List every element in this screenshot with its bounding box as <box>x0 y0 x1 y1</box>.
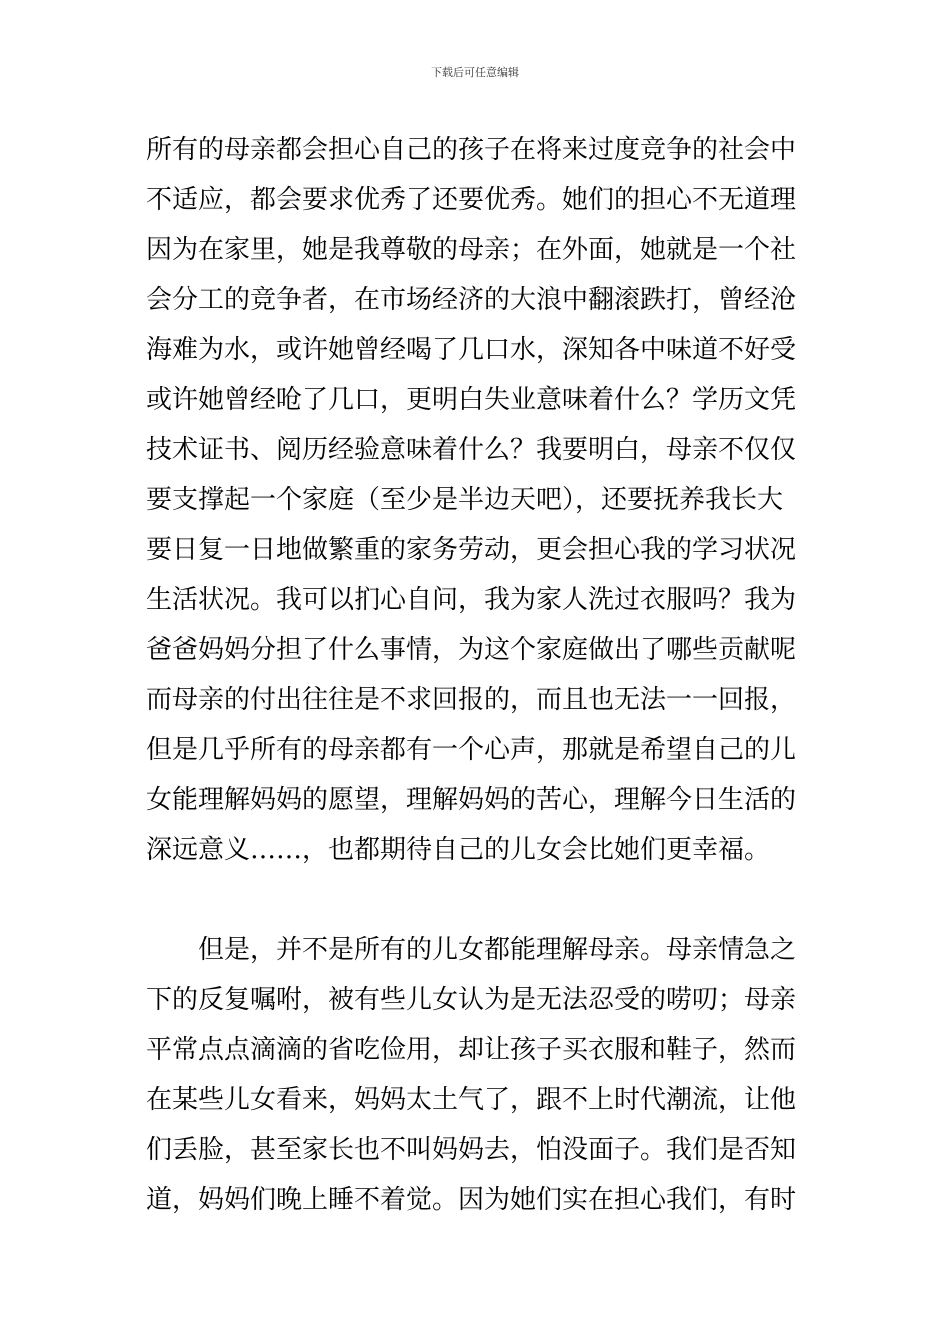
text-line: 但是，并不是所有的儿女都能理解母亲。母亲情急之 <box>146 935 797 965</box>
text-line: 或许她曾经呛了几口，更明白失业意味着什么？学历文凭 <box>146 385 797 415</box>
text-line: 生活状况。我可以扪心自问，我为家人洗过衣服吗？我为 <box>146 585 797 615</box>
text-line: 道，妈妈们晚上睡不着觉。因为她们实在担心我们，有时 <box>146 1185 797 1215</box>
text-line: 不适应，都会要求优秀了还要优秀。她们的担心不无道理 <box>146 185 797 215</box>
text-line: 所有的母亲都会担心自己的孩子在将来过度竞争的社会中 <box>146 135 797 165</box>
text-line: 们丢脸，甚至家长也不叫妈妈去，怕没面子。我们是否知 <box>146 1135 797 1165</box>
text-line: 但是几乎所有的母亲都有一个心声，那就是希望自己的儿 <box>146 735 797 765</box>
text-line: 女能理解妈妈的愿望，理解妈妈的苦心，理解今日生活的 <box>146 785 797 815</box>
page-header: 下载后可任意编辑 <box>431 66 519 79</box>
text-line: 要支撑起一个家庭（至少是半边天吧），还要抚养我长大 <box>146 485 784 515</box>
text-line: 会分工的竞争者，在市场经济的大浪中翻滚跌打，曾经沧 <box>146 285 797 315</box>
text-line: 技术证书、阅历经验意味着什么？我要明白，母亲不仅仅 <box>146 435 797 465</box>
text-line: 深远意义……，也都期待自己的儿女会比她们更幸福。 <box>146 835 771 865</box>
text-line: 海难为水，或许她曾经喝了几口水，深知各中味道不好受 <box>146 335 797 365</box>
text-line: 下的反复嘱咐，被有些儿女认为是无法忍受的唠叨；母亲 <box>146 985 797 1015</box>
text-line: 平常点点滴滴的省吃俭用，却让孩子买衣服和鞋子，然而 <box>146 1035 797 1065</box>
text-line: 在某些儿女看来，妈妈太土气了，跟不上时代潮流，让他 <box>146 1085 797 1115</box>
text-line: 要日复一日地做繁重的家务劳动，更会担心我的学习状况 <box>146 535 797 565</box>
text-line: 爸爸妈妈分担了什么事情，为这个家庭做出了哪些贡献呢 <box>146 635 797 665</box>
text-line: 而母亲的付出往往是不求回报的，而且也无法一一回报， <box>146 685 797 715</box>
text-line: 因为在家里，她是我尊敬的母亲；在外面，她就是一个社 <box>146 235 797 265</box>
